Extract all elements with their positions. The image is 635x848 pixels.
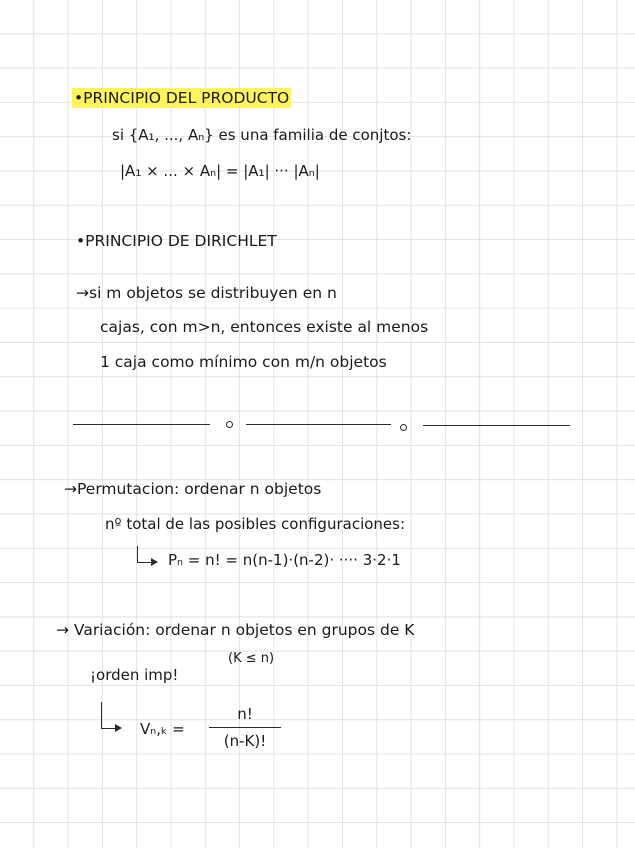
variacion-formula-lhs: Vₙ,ₖ = [140,720,185,738]
divider-dot [226,421,233,428]
dirichlet-line-1: →si m objetos se distribuyen en n [76,284,337,302]
heading-principio-producto [72,91,291,107]
variacion-heading: → Variación: ordenar n objetos en grupos de K [56,621,415,639]
producto-formula: |A₁ × ... × Aₙ| = |A₁| ··· |Aₙ| [120,162,320,180]
divider-segment [246,424,391,425]
dirichlet-line-3: 1 caja como mínimo con m/n objetos [100,353,387,371]
divider-dot [400,424,407,431]
arrow-head-icon [151,558,158,566]
fraction-denominator: (n-K)! [223,732,267,750]
permutacion-heading: →Permutacion: ordenar n objetos [64,480,322,498]
fraction-numerator: n! [237,705,253,723]
heading-text: •PRINCIPIO DEL PRODUCTO [74,89,290,107]
permutacion-text-line: nº total de las posibles configuraciones: [105,515,406,533]
hook-arrow-icon [101,702,116,729]
variacion-fraction [209,705,281,750]
fraction-bar [209,727,281,728]
arrow-head-icon [115,724,122,732]
divider-segment [73,424,210,425]
dirichlet-line-2: cajas, con m>n, entonces existe al menos [100,318,429,336]
divider-segment [423,425,570,426]
variacion-condition: (K ≤ n) [228,651,275,666]
producto-text-line: si {A₁, ..., Aₙ} es una familia de conjtos: [112,126,412,144]
hook-arrow-icon [137,546,152,563]
permutacion-formula: Pₙ = n! = n(n-1)·(n-2)· ···· 3·2·1 [168,551,401,569]
heading-principio-dirichlet: •PRINCIPIO DE DIRICHLET [76,232,277,250]
variacion-note: ¡orden imp! [90,666,179,684]
